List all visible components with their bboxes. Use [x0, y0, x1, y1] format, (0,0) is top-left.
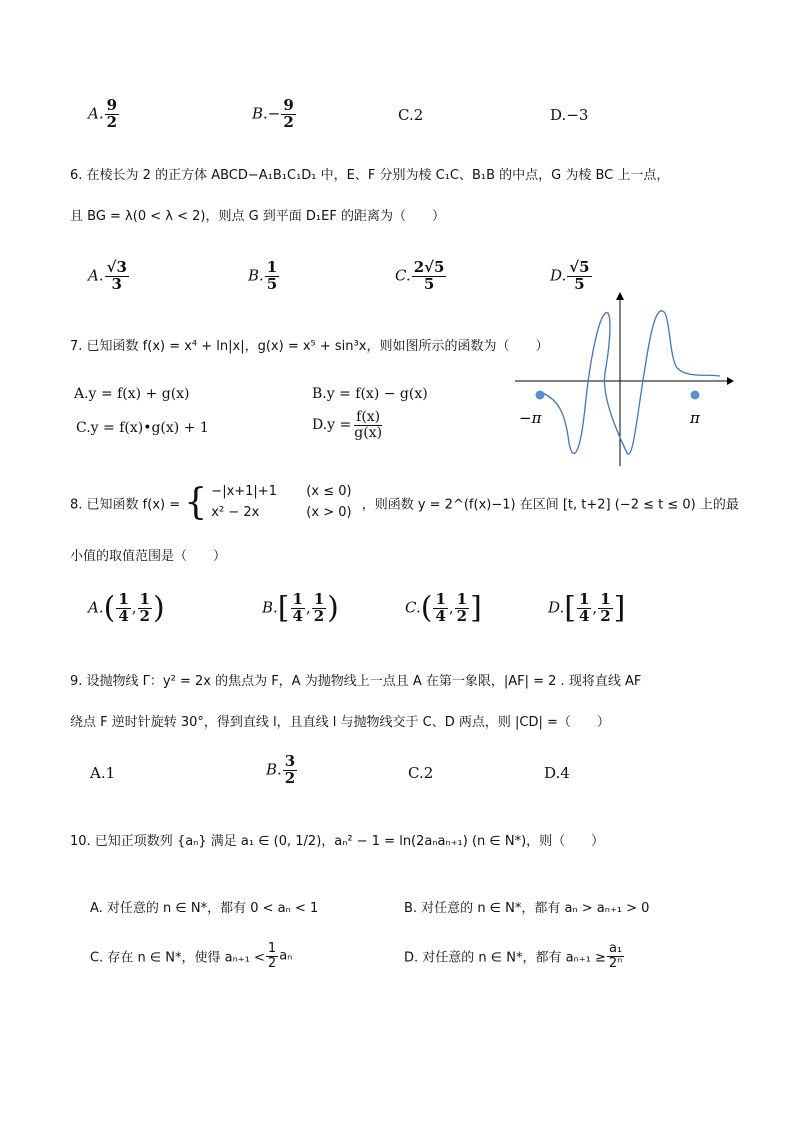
q6-c-fraction: [412, 260, 447, 293]
graph-label-pi: π: [690, 409, 700, 427]
q10-c-post: aₙ: [279, 948, 293, 964]
q10-c-num: 1: [267, 941, 277, 956]
q5-b-num: 9: [283, 96, 294, 114]
q10-option-b[interactable]: B. 对任意的 n ∈ N*，都有 aₙ > aₙ₊₁ > 0: [404, 901, 650, 916]
q7-d-label: D.y =: [312, 417, 352, 434]
q8-d-close: ]: [613, 590, 626, 626]
q8-a-d1: 4: [118, 606, 129, 625]
q8-stem-line2: 小值的取值范围是（ ）: [70, 549, 227, 564]
q7-option-d[interactable]: [312, 410, 385, 440]
q6-a-den: 3: [111, 274, 122, 293]
q9-option-c[interactable]: C.2: [408, 764, 434, 782]
q8-d-n2: 1: [600, 590, 611, 608]
q7-d-num: f(x): [356, 409, 381, 425]
q8-a-n1: 1: [118, 590, 129, 608]
q5-a-fraction: [105, 98, 119, 131]
q7-d-fraction: [352, 410, 384, 440]
q8-a-frac2: [138, 592, 152, 625]
q8-c-label: C.: [405, 598, 421, 617]
q10-c-fraction: [266, 942, 278, 970]
q6-c-label: C.: [395, 266, 411, 285]
q8-c-close: ]: [470, 590, 482, 626]
q8-b-d2: 2: [313, 606, 325, 625]
graph-point-left: [536, 391, 545, 400]
q8-a-frac1: [116, 592, 130, 625]
q6-c-den: 5: [423, 274, 435, 293]
graph-x-arrow: [727, 377, 734, 385]
q9-stem-line1: 9. 设抛物线 Γ：y² = 2x 的焦点为 F，A 为抛物线上一点且 A 在第一象限，|AF| = 2 . 现将直线 AF: [70, 674, 642, 689]
q6-d-den: 5: [574, 274, 585, 293]
q5-b-den: 2: [283, 112, 294, 131]
q8-d-label: D.: [548, 598, 565, 617]
q10-stem: 10. 已知正项数列 {aₙ} 满足 a₁ ∈ (0, 1/2)，aₙ² − 1 = ln(2aₙaₙ₊₁) (n ∈ N*)，则（ ）: [70, 834, 605, 849]
q6-stem-line1: 6. 在棱长为 2 的正方体 ABCD−A₁B₁C₁D₁ 中，E、F 分别为棱 C₁C、B₁B 的中点，G 为棱 BC 上一点，: [70, 168, 670, 183]
q9-b-num: 3: [284, 752, 296, 770]
q8-b-n1: 1: [292, 590, 303, 608]
q7-option-a[interactable]: A.y = f(x) + g(x): [74, 386, 190, 402]
q8-b-open: [: [277, 590, 290, 626]
q10-d-pre: D. 对任意的 n ∈ N*，都有 aₙ₊₁ ≥: [404, 950, 606, 966]
q6-stem-line2: 且 BG = λ(0 < λ < 2)，则点 G 到平面 D₁EF 的距离为（ ）: [70, 209, 445, 224]
q8-option-a[interactable]: A.( $\frac{1}{4}$ , $\frac{1}{2}$ ): [88, 590, 165, 626]
q8-stem-line1: [70, 482, 739, 524]
q7-stem: 7. 已知函数 f(x) = x⁴ + ln|x|，g(x) = x⁵ + sin³x，则如图所示的函数为（ ）: [70, 339, 549, 354]
q8-a-label: A.: [88, 598, 104, 617]
q8-option-b[interactable]: B.[ $\frac{1}{4}$ , $\frac{1}{2}$ ): [262, 590, 339, 626]
q5-option-a[interactable]: [88, 98, 120, 131]
q9-b-label: B.: [266, 760, 282, 779]
q6-c-num: 2√5: [413, 258, 445, 276]
q5-b-sign: −: [267, 104, 281, 123]
q10-c-den: 2: [267, 955, 277, 971]
q5-option-c[interactable]: C.2: [398, 106, 424, 124]
q8-option-d[interactable]: D.[ $\frac{1}{4}$ , $\frac{1}{2}$ ]: [548, 590, 626, 626]
q10-d-fraction: [607, 942, 624, 970]
q9-option-a[interactable]: A.1: [90, 764, 116, 782]
q8-c-n2: 1: [456, 590, 468, 608]
q8-case1: [211, 482, 351, 503]
q5-a-label: A.: [88, 104, 104, 123]
q5-a-den: 2: [106, 112, 118, 131]
q6-a-fraction: [105, 260, 129, 293]
q8-a-n2: 1: [139, 590, 150, 608]
q8-d-frac2: [598, 592, 612, 625]
q9-stem-line2: 绕点 F 逆时针旋转 30°，得到直线 l，且直线 l 与抛物线交于 C、D 两点，则 |CD| =（ ）: [70, 715, 610, 730]
q8-a-close: ): [152, 590, 165, 626]
q6-option-a[interactable]: [88, 260, 130, 293]
q5-b-label: B.: [252, 104, 268, 123]
q8-c-n1: 1: [435, 590, 446, 608]
q6-option-c[interactable]: [395, 260, 447, 293]
graph-point-right: [691, 391, 700, 400]
q8-d-open: [: [564, 590, 576, 626]
q8-c-frac1: [433, 592, 447, 625]
q8-c-frac2: [455, 592, 469, 625]
q10-option-a[interactable]: A. 对任意的 n ∈ N*，都有 0 < aₙ < 1: [90, 901, 319, 916]
q8-d-d1: 4: [578, 606, 590, 625]
q8-c-d1: 4: [435, 606, 446, 625]
q8-a-open: (: [103, 590, 116, 626]
q8-d-frac1: [577, 592, 591, 625]
q8-d-n1: 1: [578, 590, 590, 608]
q6-d-label: D.: [550, 266, 567, 285]
q7-d-den: g(x): [354, 424, 383, 441]
q8-case1-expr: −|x+1|+1: [211, 484, 277, 499]
q6-b-den: 5: [266, 274, 278, 293]
q8-c-open: (: [420, 590, 433, 626]
q9-b-fraction: [283, 754, 297, 787]
q8-b-n2: 1: [313, 590, 325, 608]
q10-d-den: 2ⁿ: [608, 955, 623, 971]
q8-option-c[interactable]: C.( $\frac{1}{4}$ , $\frac{1}{2}$ ]: [405, 590, 482, 626]
q9-option-d[interactable]: D.4: [544, 764, 570, 782]
q5-b-fraction: [281, 98, 295, 131]
q8-b-frac2: [312, 592, 326, 625]
q8-b-d1: 4: [292, 606, 303, 625]
q5-option-b[interactable]: [252, 98, 297, 131]
q6-b-label: B.: [248, 266, 264, 285]
q5-option-d[interactable]: D.−3: [550, 106, 589, 124]
q9-b-den: 2: [284, 768, 296, 787]
q10-option-c[interactable]: [90, 942, 292, 970]
q6-option-b[interactable]: [248, 260, 280, 293]
q6-d-num: √5: [569, 258, 590, 276]
graph-label-neg-pi: −π: [519, 409, 542, 427]
q8-case2-cond: (x > 0): [306, 504, 352, 520]
q8-piecewise: [211, 482, 351, 524]
q8-brace: {: [184, 481, 208, 523]
q7-option-b[interactable]: B.y = f(x) − g(x): [312, 386, 428, 402]
q5-a-num: 9: [106, 96, 118, 114]
q8-a-d2: 2: [139, 606, 150, 625]
q6-a-num: √3: [106, 258, 127, 276]
q10-c-pre: C. 存在 n ∈ N*，使得 aₙ₊₁ <: [90, 950, 265, 966]
q8-c-d2: 2: [456, 606, 468, 625]
q8-d-d2: 2: [600, 606, 611, 625]
q6-b-num: 1: [266, 258, 278, 276]
q8-case1-cond: (x ≤ 0): [306, 484, 352, 499]
q8-case2-expr: x² − 2x: [211, 504, 260, 520]
graph-curve: [543, 311, 720, 454]
q10-d-num: a₁: [608, 941, 623, 956]
q7-option-c[interactable]: C.y = f(x)•g(x) + 1: [76, 420, 209, 436]
q8-b-close: ): [327, 590, 339, 626]
q7-function-graph: [505, 288, 735, 468]
q8-prefix: 8. 已知函数 f(x) =: [70, 497, 181, 513]
graph-y-arrow: [616, 292, 624, 300]
q6-b-fraction: [265, 260, 279, 293]
q8-case2: [211, 503, 351, 524]
q9-option-b[interactable]: [266, 754, 298, 787]
q8-suffix: ，则函数 y = 2^(f(x)−1) 在区间 [t, t+2] (−2 ≤ t ≤ 0) 上的最: [361, 497, 739, 513]
q6-a-label: A.: [88, 266, 104, 285]
q8-b-label: B.: [262, 598, 278, 617]
q10-option-d[interactable]: [404, 942, 625, 970]
q8-b-frac1: [291, 592, 305, 625]
